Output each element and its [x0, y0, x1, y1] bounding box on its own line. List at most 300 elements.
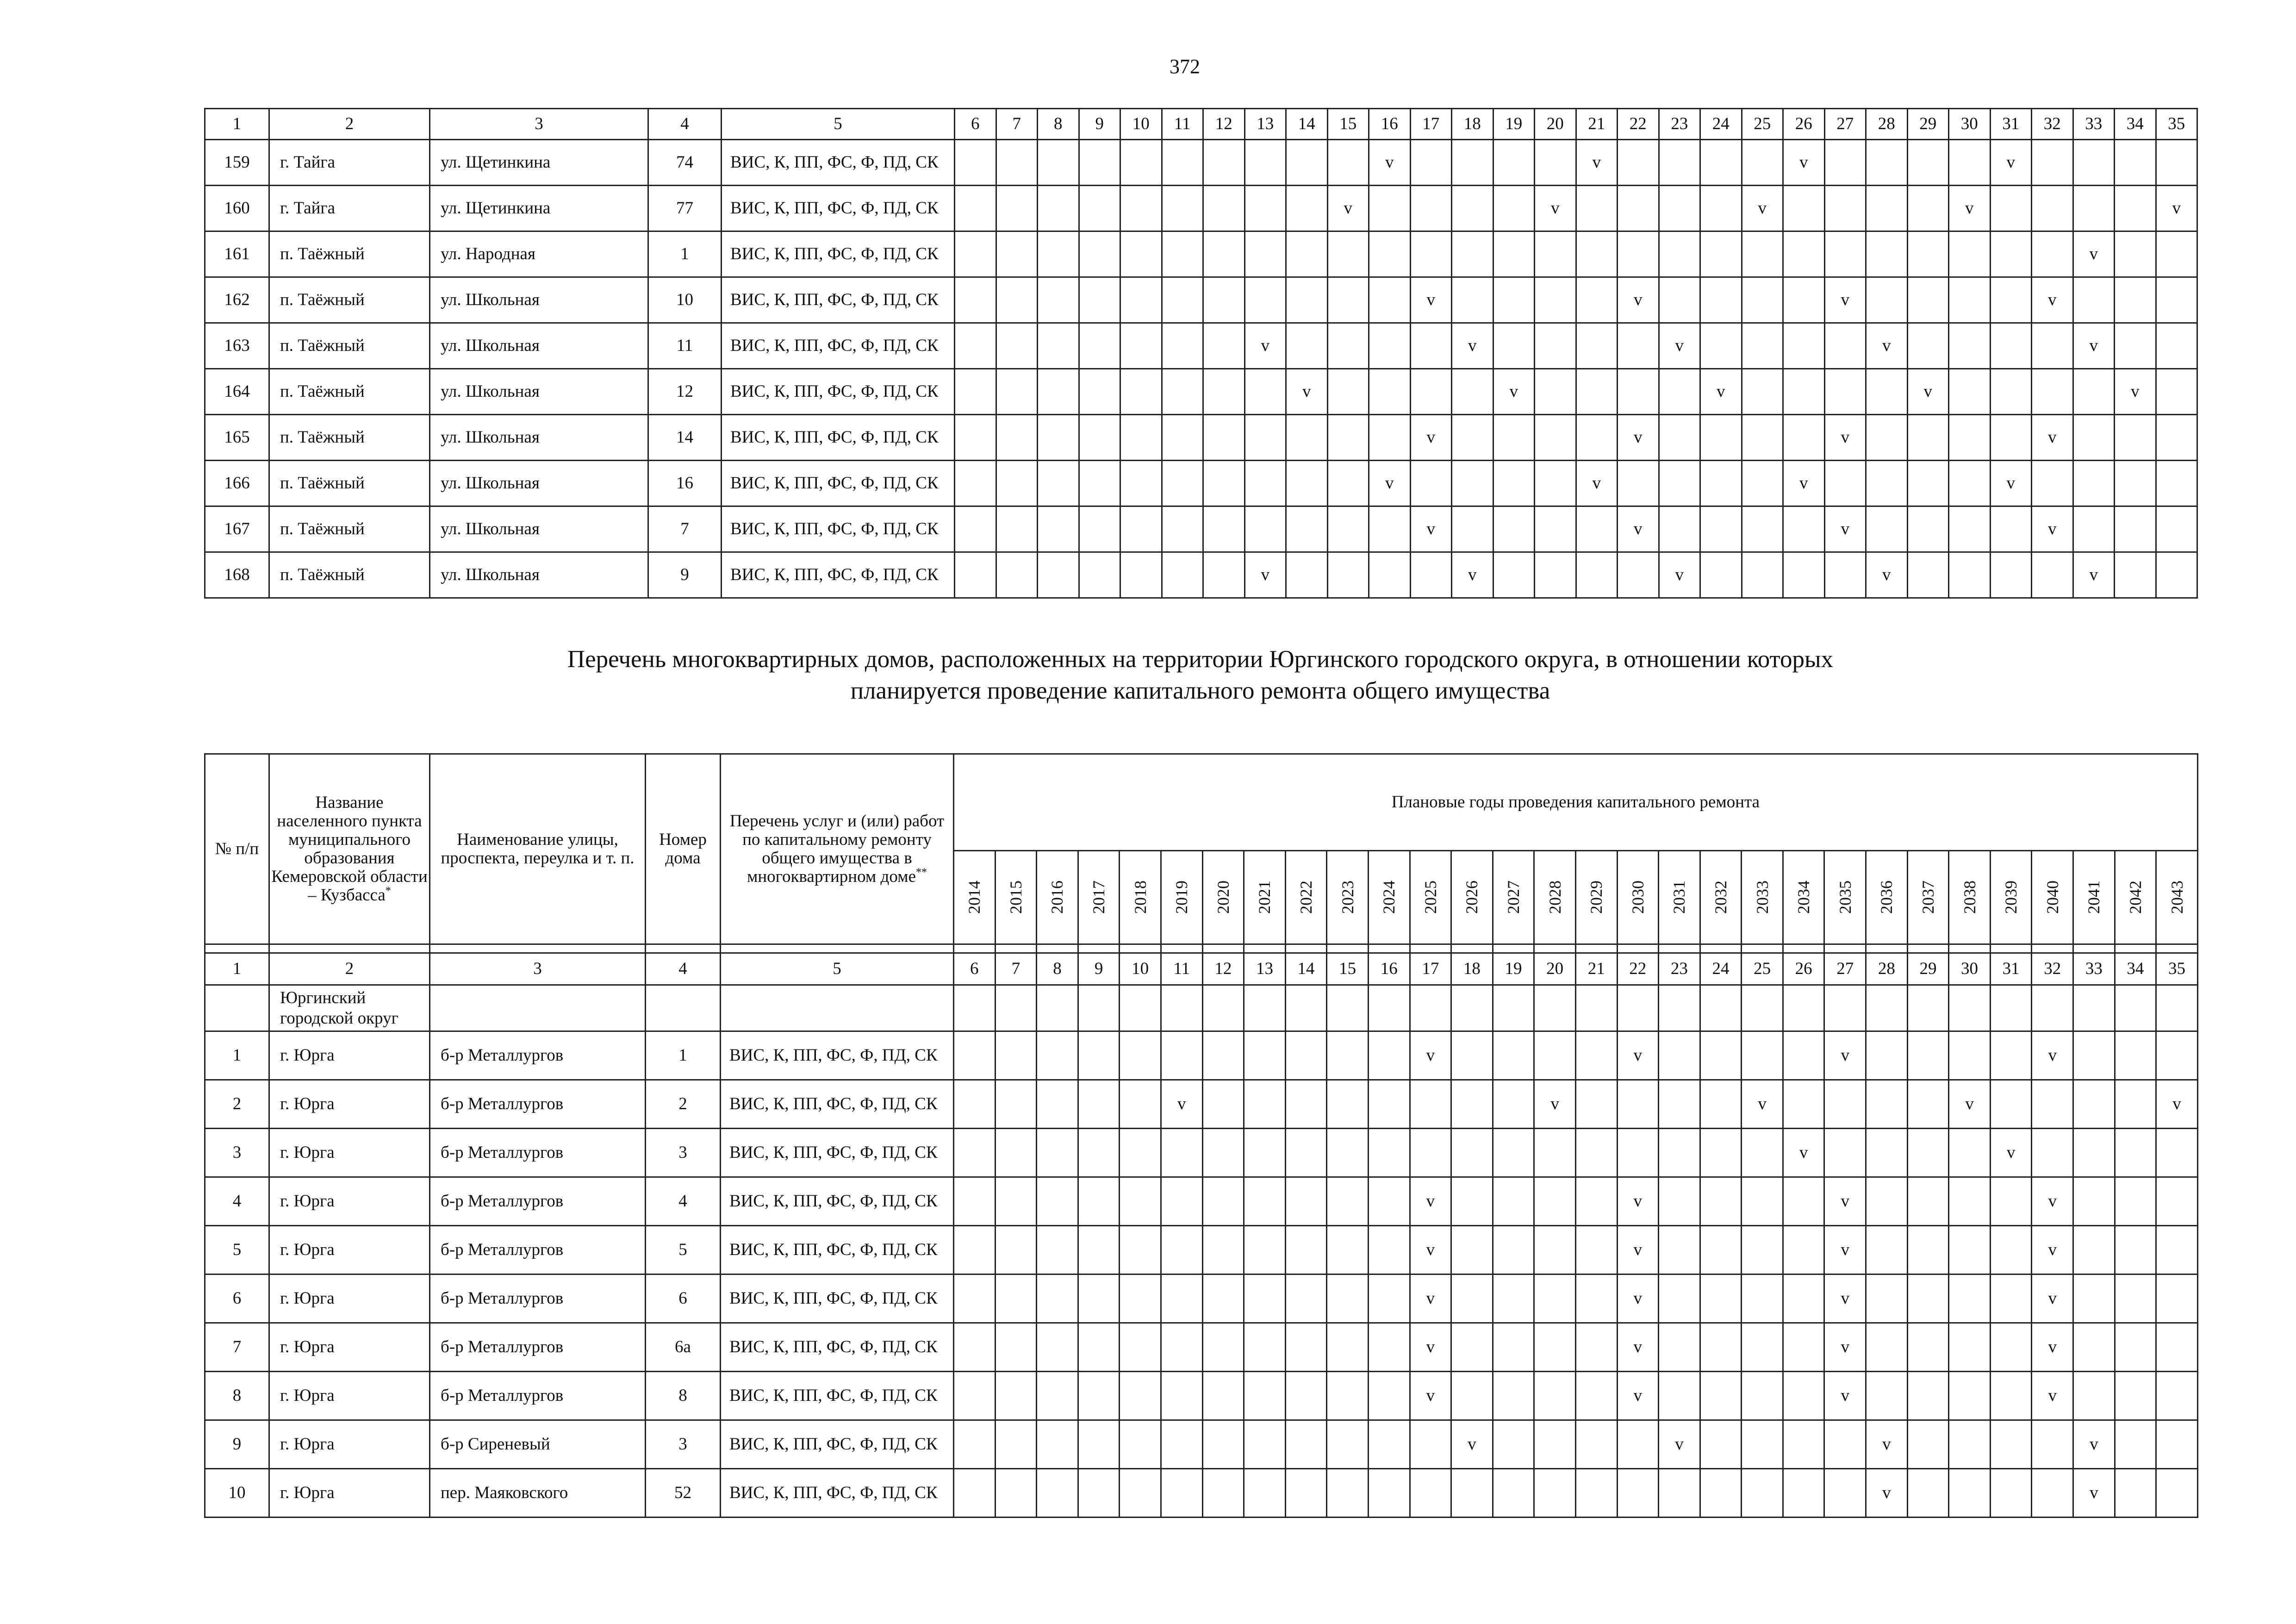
row-number: 159: [205, 140, 269, 186]
year-cell: [1452, 231, 1493, 277]
column-number: 31: [1990, 109, 2032, 140]
year-cell: [1451, 1420, 1493, 1469]
services-cell: ВИС, К, ПП, ФС, Ф, ПД, СК: [721, 1469, 954, 1518]
locality-cell: п. Таёжный: [269, 277, 430, 323]
year-label: 2023: [1338, 881, 1357, 914]
year-cell: [1327, 506, 1369, 552]
street-cell: б-р Металлургов: [430, 1372, 646, 1420]
year-cell: [1742, 231, 1783, 277]
year-cell: [1618, 552, 1659, 598]
year-cell: [1368, 1274, 1410, 1323]
year-cell: [2115, 1031, 2156, 1080]
street-cell: ул. Щетинкина: [430, 186, 648, 231]
row-number: 164: [205, 369, 269, 415]
year-cell: [2115, 1469, 2156, 1518]
table-row: [205, 369, 2197, 415]
year-cell: [1451, 1129, 1493, 1177]
year-cell: [1161, 1323, 1202, 1372]
year-cell: [955, 506, 996, 552]
table-row: [205, 1420, 2198, 1469]
year-cell: [1949, 231, 1991, 277]
street-cell: б-р Металлургов: [430, 1031, 646, 1080]
gap-cell: [1368, 944, 1410, 953]
year-cell: [996, 552, 1038, 598]
year-cell: [1866, 186, 1908, 231]
year-cell: [1700, 1469, 1742, 1518]
gap-cell: [2032, 944, 2073, 953]
gap-cell: [646, 944, 721, 953]
year-cell: [1120, 369, 1162, 415]
scheduled-mark: v: [1717, 382, 1725, 401]
year-header: [1120, 851, 1161, 944]
year-cell: [1576, 415, 1618, 461]
column-number: 29: [1907, 953, 1949, 985]
column-number: 7: [996, 109, 1038, 140]
year-cell: [1327, 277, 1369, 323]
year-cell: [1949, 277, 1991, 323]
year-cell: [1327, 1274, 1369, 1323]
year-cell: [1866, 277, 1908, 323]
year-cell: [1700, 140, 1742, 186]
column-number: 12: [1203, 109, 1245, 140]
year-cell: [1824, 552, 1866, 598]
year-cell: [1700, 1080, 1742, 1129]
gap-cell: [1534, 944, 1576, 953]
year-cell: [1368, 1420, 1410, 1469]
year-cell: [1244, 1031, 1286, 1080]
year-cell: [1534, 1031, 1576, 1080]
year-cell: [1700, 506, 1742, 552]
scheduled-mark: v: [2131, 382, 2140, 401]
year-cell: [1742, 323, 1783, 369]
year-cell: [1202, 1274, 1244, 1323]
year-header: [1907, 851, 1949, 944]
year-cell: [2032, 1420, 2073, 1469]
column-number: 33: [2073, 109, 2115, 140]
year-cell: [1824, 277, 1866, 323]
year-cell: [1452, 461, 1493, 506]
year-cell: [1410, 1177, 1451, 1226]
street-cell: ул. Школьная: [430, 506, 648, 552]
year-cell: [1618, 323, 1659, 369]
year-cell: [954, 1177, 996, 1226]
table-row: [205, 186, 2197, 231]
year-cell: [1907, 1129, 1949, 1177]
services-cell: ВИС, К, ПП, ФС, Ф, ПД, СК: [722, 231, 955, 277]
year-cell: [1451, 1226, 1493, 1274]
year-cell: [1452, 277, 1493, 323]
year-cell: [1202, 1177, 1244, 1226]
scheduled-mark: v: [2090, 1483, 2098, 1502]
year-cell: [1700, 277, 1742, 323]
column-number: 3: [430, 109, 648, 140]
year-cell: [1202, 1080, 1244, 1129]
year-cell: [1162, 186, 1203, 231]
year-cell: [1659, 415, 1700, 461]
year-cell: [1659, 1031, 1700, 1080]
year-header: [1285, 851, 1327, 944]
year-cell: [1907, 1323, 1949, 1372]
year-cell: [1286, 140, 1328, 186]
year-cell: [1866, 1372, 1908, 1420]
year-cell: [1783, 1372, 1824, 1420]
year-cell: [1037, 1129, 1078, 1177]
year-cell: [2032, 461, 2073, 506]
year-cell: [1162, 506, 1203, 552]
year-cell: [1078, 1469, 1120, 1518]
year-cell: [1618, 277, 1659, 323]
year-cell: [1327, 1129, 1369, 1177]
year-cell: [1659, 186, 1700, 231]
scheduled-mark: v: [2048, 1240, 2057, 1259]
street-cell: ул. Щетинкина: [430, 140, 648, 186]
year-label: 2018: [1131, 881, 1150, 914]
year-cell: [2115, 1226, 2156, 1274]
year-cell: [1078, 1031, 1120, 1080]
column-number: 19: [1493, 953, 1534, 985]
year-cell: [1202, 1031, 1244, 1080]
scheduled-mark: v: [1426, 1289, 1435, 1308]
year-cell: [1038, 552, 1079, 598]
year-cell: [1120, 1372, 1161, 1420]
district-empty: [1949, 985, 1991, 1031]
year-cell: [1783, 1274, 1824, 1323]
year-cell: [2073, 140, 2115, 186]
year-cell: [1617, 1226, 1659, 1274]
row-number: 162: [205, 277, 269, 323]
district-empty: [1742, 985, 1783, 1031]
column-number: 2: [269, 109, 430, 140]
year-cell: [1202, 1226, 1244, 1274]
table-row: [205, 1177, 2198, 1226]
house-number-cell: 52: [646, 1469, 721, 1518]
year-label: 2027: [1504, 881, 1523, 914]
year-cell: [1368, 1226, 1410, 1274]
year-cell: [1618, 186, 1659, 231]
column-number: 10: [1120, 109, 1162, 140]
year-cell: [1907, 461, 1949, 506]
year-cell: [1534, 1323, 1576, 1372]
column-number: 15: [1327, 109, 1369, 140]
year-cell: [1576, 552, 1618, 598]
scheduled-mark: v: [1675, 1435, 1684, 1454]
year-cell: [1990, 1372, 2032, 1420]
year-cell: [1452, 552, 1493, 598]
year-cell: [2156, 231, 2197, 277]
year-cell: [2032, 369, 2073, 415]
locality-cell: г. Юрга: [269, 1177, 430, 1226]
column-number: 1: [205, 953, 269, 985]
column-number: 30: [1949, 109, 1991, 140]
year-cell: [1368, 1080, 1410, 1129]
table-row: [205, 1226, 2198, 1274]
house-number-cell: 6: [646, 1274, 721, 1323]
year-label: 2016: [1048, 881, 1067, 914]
year-cell: [1659, 1226, 1700, 1274]
year-cell: [2032, 1177, 2073, 1226]
year-cell: [2032, 1031, 2073, 1080]
year-cell: [1907, 277, 1949, 323]
column-number: 24: [1700, 109, 1742, 140]
year-cell: [1120, 186, 1162, 231]
year-cell: [1535, 506, 1576, 552]
year-cell: [1162, 277, 1203, 323]
column-number: 34: [2115, 953, 2156, 985]
column-number: 20: [1535, 109, 1576, 140]
house-number-cell: 5: [646, 1226, 721, 1274]
year-header: [1824, 851, 1866, 944]
year-cell: [1907, 506, 1949, 552]
year-cell: [1285, 1226, 1327, 1274]
gap-cell: [1037, 944, 1078, 953]
year-cell: [1742, 369, 1783, 415]
year-cell: [955, 277, 996, 323]
year-cell: [1286, 231, 1328, 277]
year-cell: [1659, 140, 1700, 186]
year-cell: [2156, 140, 2197, 186]
year-cell: [1369, 369, 1411, 415]
year-label: 2036: [1877, 881, 1896, 914]
district-empty: [1202, 985, 1244, 1031]
gap-cell: [269, 944, 430, 953]
year-cell: [2115, 552, 2156, 598]
year-cell: [1327, 461, 1369, 506]
district-empty: [1990, 985, 2032, 1031]
table-row: [205, 1031, 2198, 1080]
year-cell: [1286, 461, 1328, 506]
house-number-cell: 10: [648, 277, 722, 323]
column-number: 3: [430, 953, 646, 985]
year-cell: [1576, 186, 1618, 231]
year-cell: [1576, 369, 1618, 415]
year-cell: [1327, 1177, 1369, 1226]
services-cell: ВИС, К, ПП, ФС, Ф, ПД, СК: [722, 323, 955, 369]
year-cell: [1369, 552, 1411, 598]
year-cell: [1700, 1323, 1742, 1372]
scheduled-mark: v: [1758, 199, 1767, 218]
year-cell: [2156, 323, 2197, 369]
year-cell: [1079, 323, 1120, 369]
year-cell: [1327, 323, 1369, 369]
year-cell: [1700, 552, 1742, 598]
year-cell: [1120, 1226, 1161, 1274]
column-number: 35: [2156, 109, 2197, 140]
year-cell: [1742, 1372, 1783, 1420]
year-cell: [1203, 186, 1245, 231]
year-cell: [1037, 1420, 1078, 1469]
year-label: 2041: [2084, 881, 2103, 914]
column-number: 19: [1493, 109, 1535, 140]
year-cell: [2156, 277, 2197, 323]
column-number: 12: [1202, 953, 1244, 985]
street-cell: б-р Сиреневый: [430, 1420, 646, 1469]
year-cell: [1907, 552, 1949, 598]
year-cell: [2073, 1274, 2115, 1323]
column-number: 9: [1078, 953, 1120, 985]
year-cell: [1949, 323, 1991, 369]
year-cell: [1659, 461, 1700, 506]
scheduled-mark: v: [1426, 290, 1435, 309]
year-cell: [1037, 1080, 1078, 1129]
year-cell: [1575, 1372, 1617, 1420]
year-cell: [1742, 1177, 1783, 1226]
district-empty: [1451, 985, 1493, 1031]
year-cell: [1575, 1177, 1617, 1226]
year-cell: [1493, 323, 1535, 369]
street-cell: ул. Школьная: [430, 415, 648, 461]
year-cell: [996, 461, 1038, 506]
column-number: 13: [1244, 109, 1286, 140]
year-cell: [1244, 1372, 1286, 1420]
year-label: 2030: [1628, 881, 1647, 914]
scheduled-mark: v: [1344, 199, 1352, 218]
district-empty: [1617, 985, 1659, 1031]
year-cell: [1659, 1274, 1700, 1323]
column-number: 11: [1161, 953, 1202, 985]
column-number: 31: [1990, 953, 2032, 985]
row-number: 165: [205, 415, 269, 461]
year-cell: [1949, 1031, 1991, 1080]
year-cell: [1078, 1177, 1120, 1226]
year-cell: [1990, 415, 2032, 461]
year-cell: [1907, 1177, 1949, 1226]
year-cell: [1824, 1372, 1866, 1420]
year-cell: [1700, 231, 1742, 277]
year-header: [1575, 851, 1617, 944]
year-cell: [2073, 1372, 2115, 1420]
table-row: [205, 231, 2197, 277]
year-cell: [995, 1177, 1037, 1226]
column-number: 5: [721, 953, 954, 985]
year-cell: [1078, 1323, 1120, 1372]
year-label: 2025: [1421, 881, 1440, 914]
year-header: [1078, 851, 1120, 944]
year-cell: [1742, 415, 1783, 461]
year-cell: [1534, 1177, 1576, 1226]
year-cell: [1120, 277, 1162, 323]
year-cell: [1990, 369, 2032, 415]
year-cell: [1037, 1031, 1078, 1080]
year-cell: [2156, 415, 2197, 461]
year-cell: [1244, 552, 1286, 598]
year-cell: [1203, 140, 1245, 186]
street-cell: б-р Металлургов: [430, 1323, 646, 1372]
year-cell: [2156, 1372, 2198, 1420]
scheduled-mark: v: [2172, 199, 2181, 218]
locality-cell: г. Тайга: [269, 186, 430, 231]
page-number: 372: [1170, 55, 1200, 78]
year-cell: [1244, 1129, 1286, 1177]
year-cell: [1866, 140, 1908, 186]
services-cell: ВИС, К, ПП, ФС, Ф, ПД, СК: [722, 140, 955, 186]
year-cell: [1534, 1372, 1576, 1420]
locality-cell: г. Юрга: [269, 1274, 430, 1323]
district-empty: [2032, 985, 2073, 1031]
year-cell: [1576, 277, 1618, 323]
year-cell: [1990, 1129, 2032, 1177]
year-cell: [2032, 552, 2073, 598]
year-cell: [2156, 1177, 2198, 1226]
year-cell: [954, 1323, 996, 1372]
year-cell: [2115, 1420, 2156, 1469]
scheduled-mark: v: [2048, 519, 2057, 538]
year-header: [1949, 851, 1991, 944]
year-label: 2034: [1794, 881, 1813, 914]
year-cell: [1038, 369, 1079, 415]
year-cell: [1949, 1469, 1991, 1518]
row-number: 6: [205, 1274, 269, 1323]
column-number: 16: [1368, 953, 1410, 985]
year-cell: [1949, 1080, 1991, 1129]
column-number: 32: [2032, 109, 2073, 140]
year-cell: [1120, 552, 1162, 598]
gap-cell: [1783, 944, 1824, 953]
year-cell: [1079, 415, 1120, 461]
column-number-row: [205, 109, 2197, 140]
year-cell: [1576, 231, 1618, 277]
year-cell: [1576, 461, 1618, 506]
year-label: 2032: [1711, 881, 1730, 914]
year-cell: [1742, 552, 1783, 598]
year-cell: [1534, 1469, 1576, 1518]
year-cell: [1907, 1274, 1949, 1323]
house-number-cell: 11: [648, 323, 722, 369]
year-cell: [996, 140, 1038, 186]
year-label: 2021: [1255, 881, 1274, 914]
header-row: [205, 754, 2198, 851]
year-label: 2031: [1670, 881, 1689, 914]
year-cell: [1907, 415, 1949, 461]
year-cell: [954, 1080, 996, 1129]
year-cell: [1451, 1469, 1493, 1518]
year-cell: [954, 1129, 996, 1177]
year-cell: [1078, 1226, 1120, 1274]
year-cell: [1907, 140, 1949, 186]
year-cell: [995, 1274, 1037, 1323]
row-number: 163: [205, 323, 269, 369]
year-cell: [1369, 461, 1411, 506]
year-cell: [1742, 1031, 1783, 1080]
year-cell: [1535, 369, 1576, 415]
year-cell: [955, 369, 996, 415]
year-cell: [1286, 369, 1328, 415]
year-cell: [1742, 1129, 1783, 1177]
year-cell: [1203, 552, 1245, 598]
year-cell: [1949, 369, 1991, 415]
district-empty: [1120, 985, 1161, 1031]
year-cell: [2032, 1372, 2073, 1420]
year-cell: [1990, 506, 2032, 552]
year-cell: [1783, 415, 1825, 461]
year-cell: [1037, 1226, 1078, 1274]
year-cell: [1120, 1080, 1161, 1129]
year-cell: [995, 1469, 1037, 1518]
locality-cell: г. Юрга: [269, 1226, 430, 1274]
column-number: 22: [1618, 109, 1659, 140]
year-cell: [1202, 1372, 1244, 1420]
year-cell: [1990, 277, 2032, 323]
section-title: [204, 643, 2196, 706]
year-cell: [1244, 186, 1286, 231]
district-empty: [2073, 985, 2115, 1031]
year-cell: [1120, 1323, 1161, 1372]
year-cell: [2115, 323, 2156, 369]
services-cell: ВИС, К, ПП, ФС, Ф, ПД, СК: [722, 369, 955, 415]
scheduled-mark: v: [1965, 1094, 1974, 1113]
year-cell: [1866, 231, 1908, 277]
year-cell: [2156, 1420, 2198, 1469]
year-cell: [1990, 1031, 2032, 1080]
